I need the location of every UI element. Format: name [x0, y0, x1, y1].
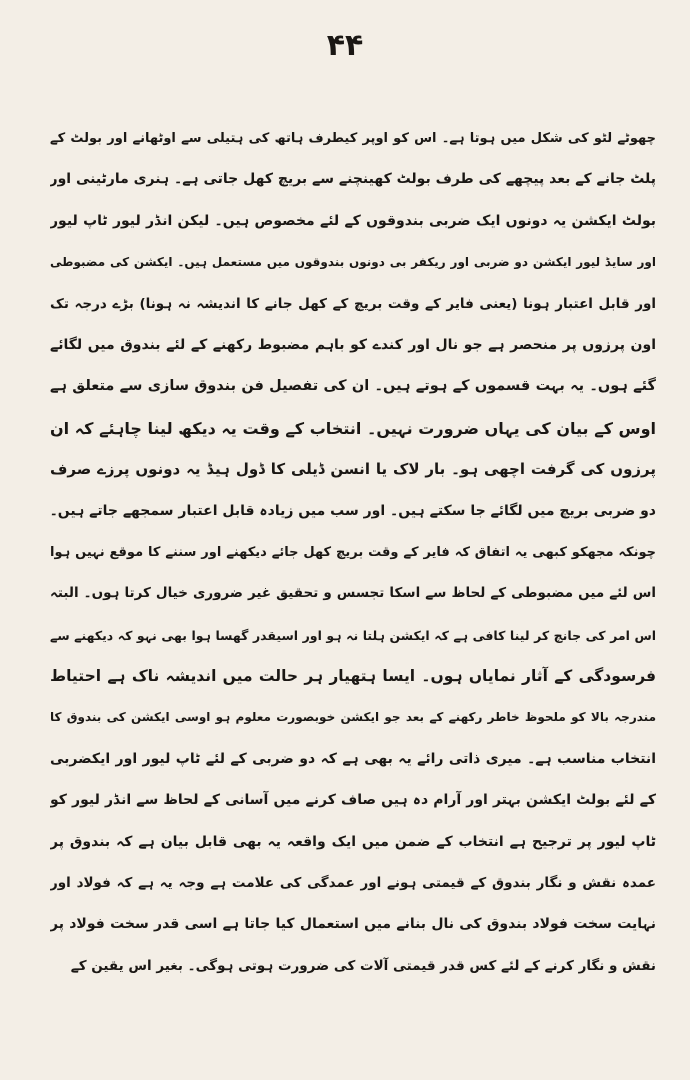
text-line: پرزوں کی گرفت اچھی ہو۔ بار لاک یا انسن ڈیلی کا ڈول ہیڈ یہ دونوں پرزے صرف: [50, 460, 656, 479]
text-line: اور سایڈ لیور ایکشن دو ضربی اور ریکفر بی دونوں بندوقوں میں مستعمل ہیں۔ ایکشن کی مضبوطی: [50, 255, 656, 270]
page-number: ۴۴: [326, 28, 364, 63]
text-line: بولٹ ایکشن یہ دونوں ایک ضربی بندوقوں کے لئے مخصوص ہیں۔ لیکن انڈر لیور ٹاپ لیور: [50, 212, 656, 229]
text-line: اون پرزوں پر منحصر ہے جو نال اور کندے کو باہم مضبوط رکھنے کے لئے بندوق میں لگائے: [50, 336, 656, 353]
text-line: نقش و نگار کرنے کے لئے کس قدر قیمتی آلات کی ضرورت ہوتی ہوگی۔ بغیر اس یقین کے: [70, 957, 656, 974]
text-line: نہایت سخت فولاد بندوق کی نال بنانے میں استعمال کیا جاتا ہے اسی قدر سخت فولاد پر: [50, 916, 656, 933]
text-line: عمدہ نقش و نگار بندوق کے قیمتی ہونے اور عمدگی کی علامت ہے وجہ یہ ہے کہ فولاد اور: [50, 875, 656, 892]
text-line: گئے ہوں۔ یہ بہت قسموں کے ہوتے ہیں۔ ان کی تفصیل فن بندوق سازی سے متعلق ہے: [50, 378, 656, 395]
text-line: اس لئے میں مضبوطی کے لحاظ سے اسکا تجسس و تحقیق غیر ضروری خیال کرتا ہوں۔ البتہ: [50, 585, 656, 602]
text-line: چونکہ مجھکو کبھی یہ اتفاق کہ فایر کے وقت بریچ کھل جائے دیکھنے اور سننے کا موقع نہیں ہوا: [50, 544, 656, 560]
text-line: چھوٹے لٹو کی شکل میں ہوتا ہے۔ اس کو اوپر کیطرف ہاتھ کی ہتیلی سے اوٹھانے اور بولٹ کے: [50, 131, 656, 146]
text-line: کے لئے بولٹ ایکشن بہتر اور آرام دہ ہیں صاف کرنے میں آسانی کے لحاظ سے انڈر لیور کو: [50, 792, 656, 809]
text-line: دو ضربی بریچ میں لگائے جا سکتے ہیں۔ اور سب میں زیادہ قابل اعتبار سمجھے جاتے ہیں۔: [50, 502, 656, 519]
text-line: اس امر کی جانچ کر لینا کافی ہے کہ ایکشن ہلتا نہ ہو اور اسیقدر گھسا ہوا بھی نہو کہ دیکھنے سے: [50, 627, 656, 643]
text-line: مندرجہ بالا کو ملحوظ خاطر رکھنے کے بعد جو ایکشن خوبصورت معلوم ہو اوسی ایکشن کی بندوق کا: [50, 710, 656, 725]
text-line: اور قابل اعتبار ہونا (یعنی فایر کے وقت بریچ کے کھل جانے کا اندیشہ نہ ہونا) بڑے درجہ تک: [50, 295, 656, 312]
body-text: [50, 118, 656, 987]
text-line: ٹاپ لیور پر ترجیح ہے انتخاب کے ضمن میں ایک واقعہ یہ بھی قابل بیان ہے کہ بندوق پر: [50, 833, 656, 850]
text-line: پلٹ جانے کے بعد پیچھے کی طرف بولٹ کھینچنے سے بریچ کھل جاتی ہے۔ ہنری مارٹینی اور: [50, 171, 656, 188]
text-line: انتخاب مناسب ہے۔ میری ذاتی رائے یہ بھی ہے کہ دو ضربی کے لئے ٹاپ لیور اور ایکضربی: [50, 750, 656, 767]
text-line: فرسودگی کے آثار نمایاں ہوں۔ ایسا ہتھیار ہر حالت میں اندیشہ ناک ہے احتیاط: [50, 667, 656, 686]
text-line: اوس کے بیان کی یہاں ضرورت نہیں۔ انتخاب کے وقت یہ دیکھ لینا چاہئے کہ ان: [50, 418, 656, 438]
